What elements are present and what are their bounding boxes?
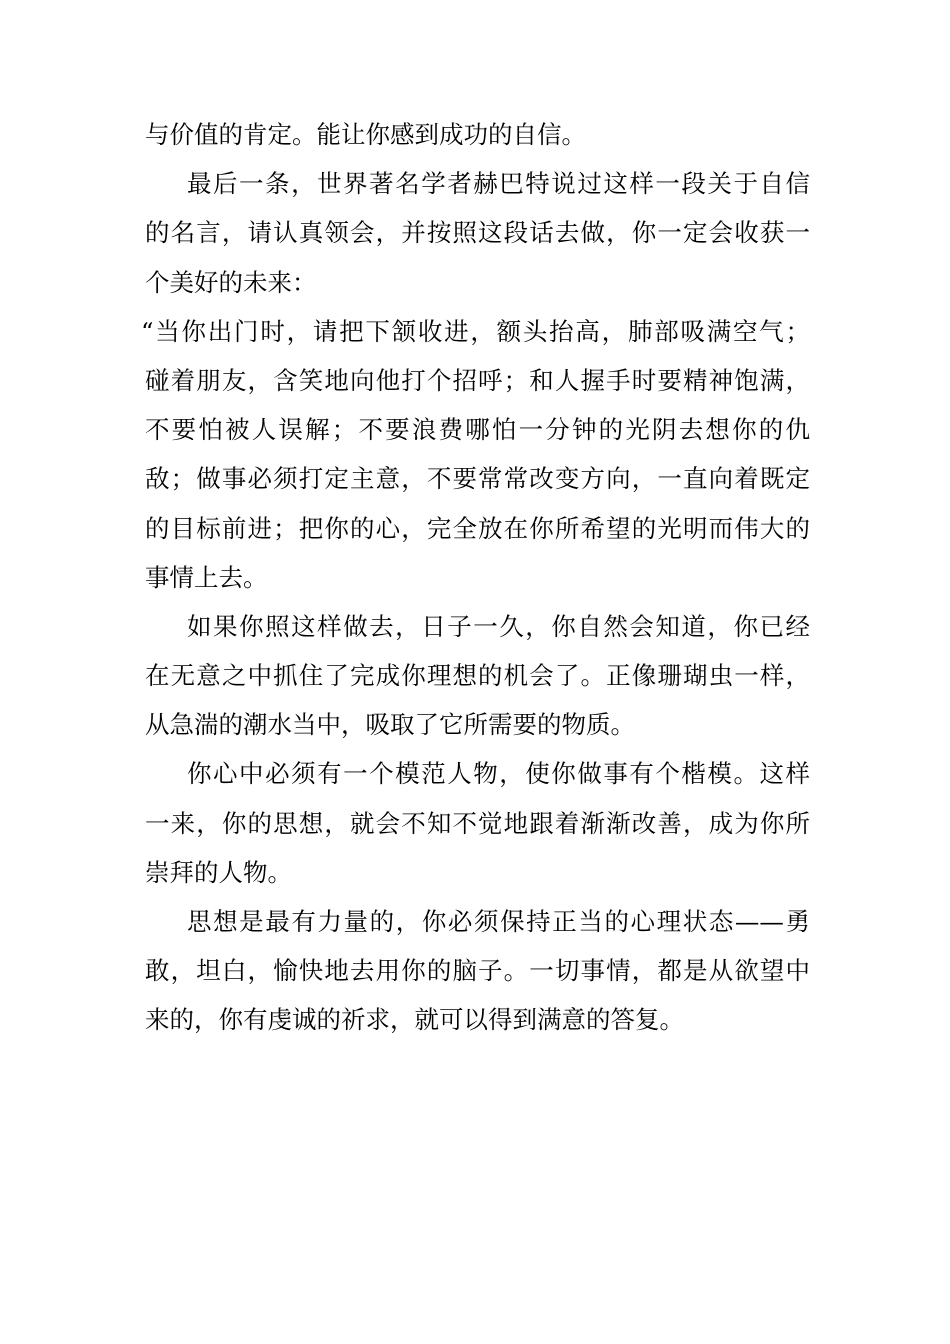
text-line: 的名言，请认真领会，并按照这段话去做，你一定会收获一	[145, 218, 810, 248]
body-text	[141, 110, 810, 1045]
text-line: 敢，坦白，愉快地去用你的脑子。一切事情，都是从欲望中	[145, 956, 810, 986]
text-line: 在无意之中抓住了完成你理想的机会了。正像珊瑚虫一样，	[145, 661, 810, 691]
text-line: 敌；做事必须打定主意，不要常常改变方向，一直向着既定	[145, 464, 810, 494]
text-line: 如果你照这样做去，日子一久，你自然会知道，你已经	[187, 611, 810, 641]
text-line: 崇拜的人物。	[145, 857, 292, 887]
text-line: 个美好的未来：	[145, 267, 317, 297]
text-line: 来的，你有虔诚的祈求，就可以得到满意的答复。	[145, 1005, 684, 1035]
text-line: 与价值的肯定。能让你感到成功的自信。	[145, 120, 586, 149]
text-line: “当你出门时，请把下颔收进，额头抬高，肺部吸满空气；	[141, 316, 810, 346]
text-line: 事情上去。	[145, 562, 268, 592]
text-line: 不要怕被人误解；不要浪费哪怕一分钟的光阴去想你的仇	[145, 415, 810, 445]
text-line: 一来，你的思想，就会不知不觉地跟着渐渐改善，成为你所	[145, 808, 810, 838]
text-line: 从急湍的潮水当中，吸取了它所需要的物质。	[145, 710, 635, 740]
text-line: 最后一条，世界著名学者赫巴特说过这样一段关于自信	[187, 169, 810, 199]
text-line: 思想是最有力量的，你必须保持正当的心理状态——勇	[187, 907, 810, 936]
text-line: 的目标前进；把你的心，完全放在你所希望的光明而伟大的	[145, 513, 810, 543]
text-line: 碰着朋友，含笑地向他打个招呼；和人握手时要精神饱满，	[145, 365, 810, 395]
text-line: 你心中必须有一个模范人物，使你做事有个楷模。这样	[187, 759, 810, 789]
